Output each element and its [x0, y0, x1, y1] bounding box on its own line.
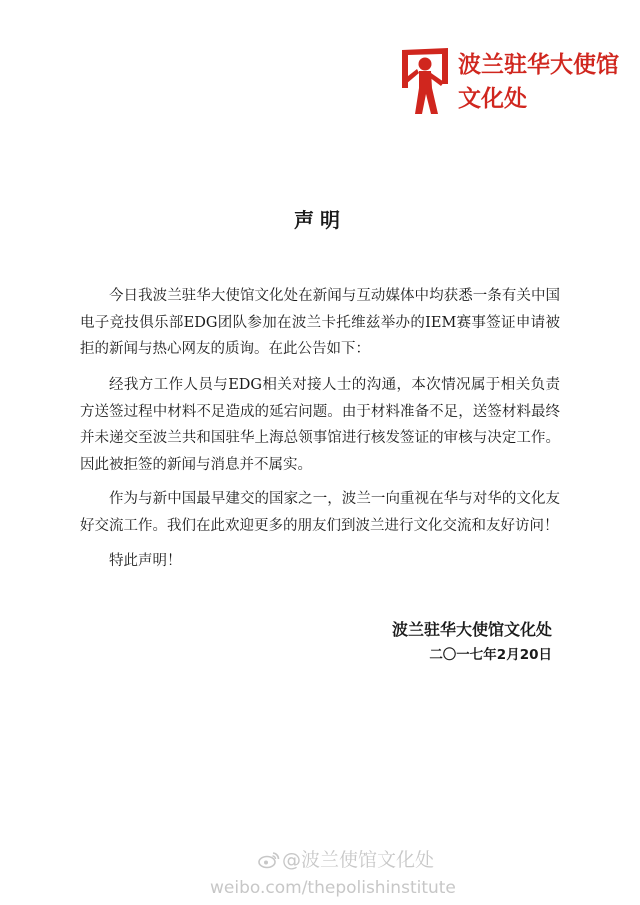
document-title: 声明 [294, 208, 346, 232]
institute-logo-mark-icon [398, 44, 454, 120]
logo-org-line-1: 波兰驻华大使馆 [458, 52, 619, 78]
weibo-icon [258, 851, 280, 869]
watermark-url: weibo.com/thepolishinstitute [210, 878, 456, 898]
paragraph-announcement: 今日我波兰驻华大使馆文化处在新闻与互动媒体中均获悉一条有关中国电子竞技俱乐部EDG团队参加在波兰卡托维兹举办的IEM赛事签证申请被拒的新闻与热心网友的质询。在此公告如下： [80, 288, 560, 357]
signature-date: 二〇一七年2月20日 [429, 647, 552, 663]
paragraph-clarification: 经我方工作人员与EDG相关对接人士的沟通，本次情况属于相关负责方送签过程中材料不足造成的延宕问题。由于材料准备不足，送签材料最终并未递交至波兰共和国驻华上海总领事馆进行核发签证的审核与决定工作。因此被拒签的新闻与消息并不属实。 [80, 377, 560, 473]
watermark-account [258, 851, 434, 870]
logo-org-line-2: 文化处 [458, 86, 527, 112]
paragraph-friendship: 作为与新中国最早建交的国家之一，波兰一向重视在华与对华的文化友好交流工作。我们在此欢迎更多的朋友们到波兰进行文化交流和友好访问！ [80, 491, 560, 534]
institute-logo [398, 44, 619, 124]
paragraph-closing: 特此声明！ [109, 553, 182, 569]
signature-organization: 波兰驻华大使馆文化处 [391, 620, 552, 639]
watermark-account-text: @波兰使馆文化处 [282, 849, 435, 871]
